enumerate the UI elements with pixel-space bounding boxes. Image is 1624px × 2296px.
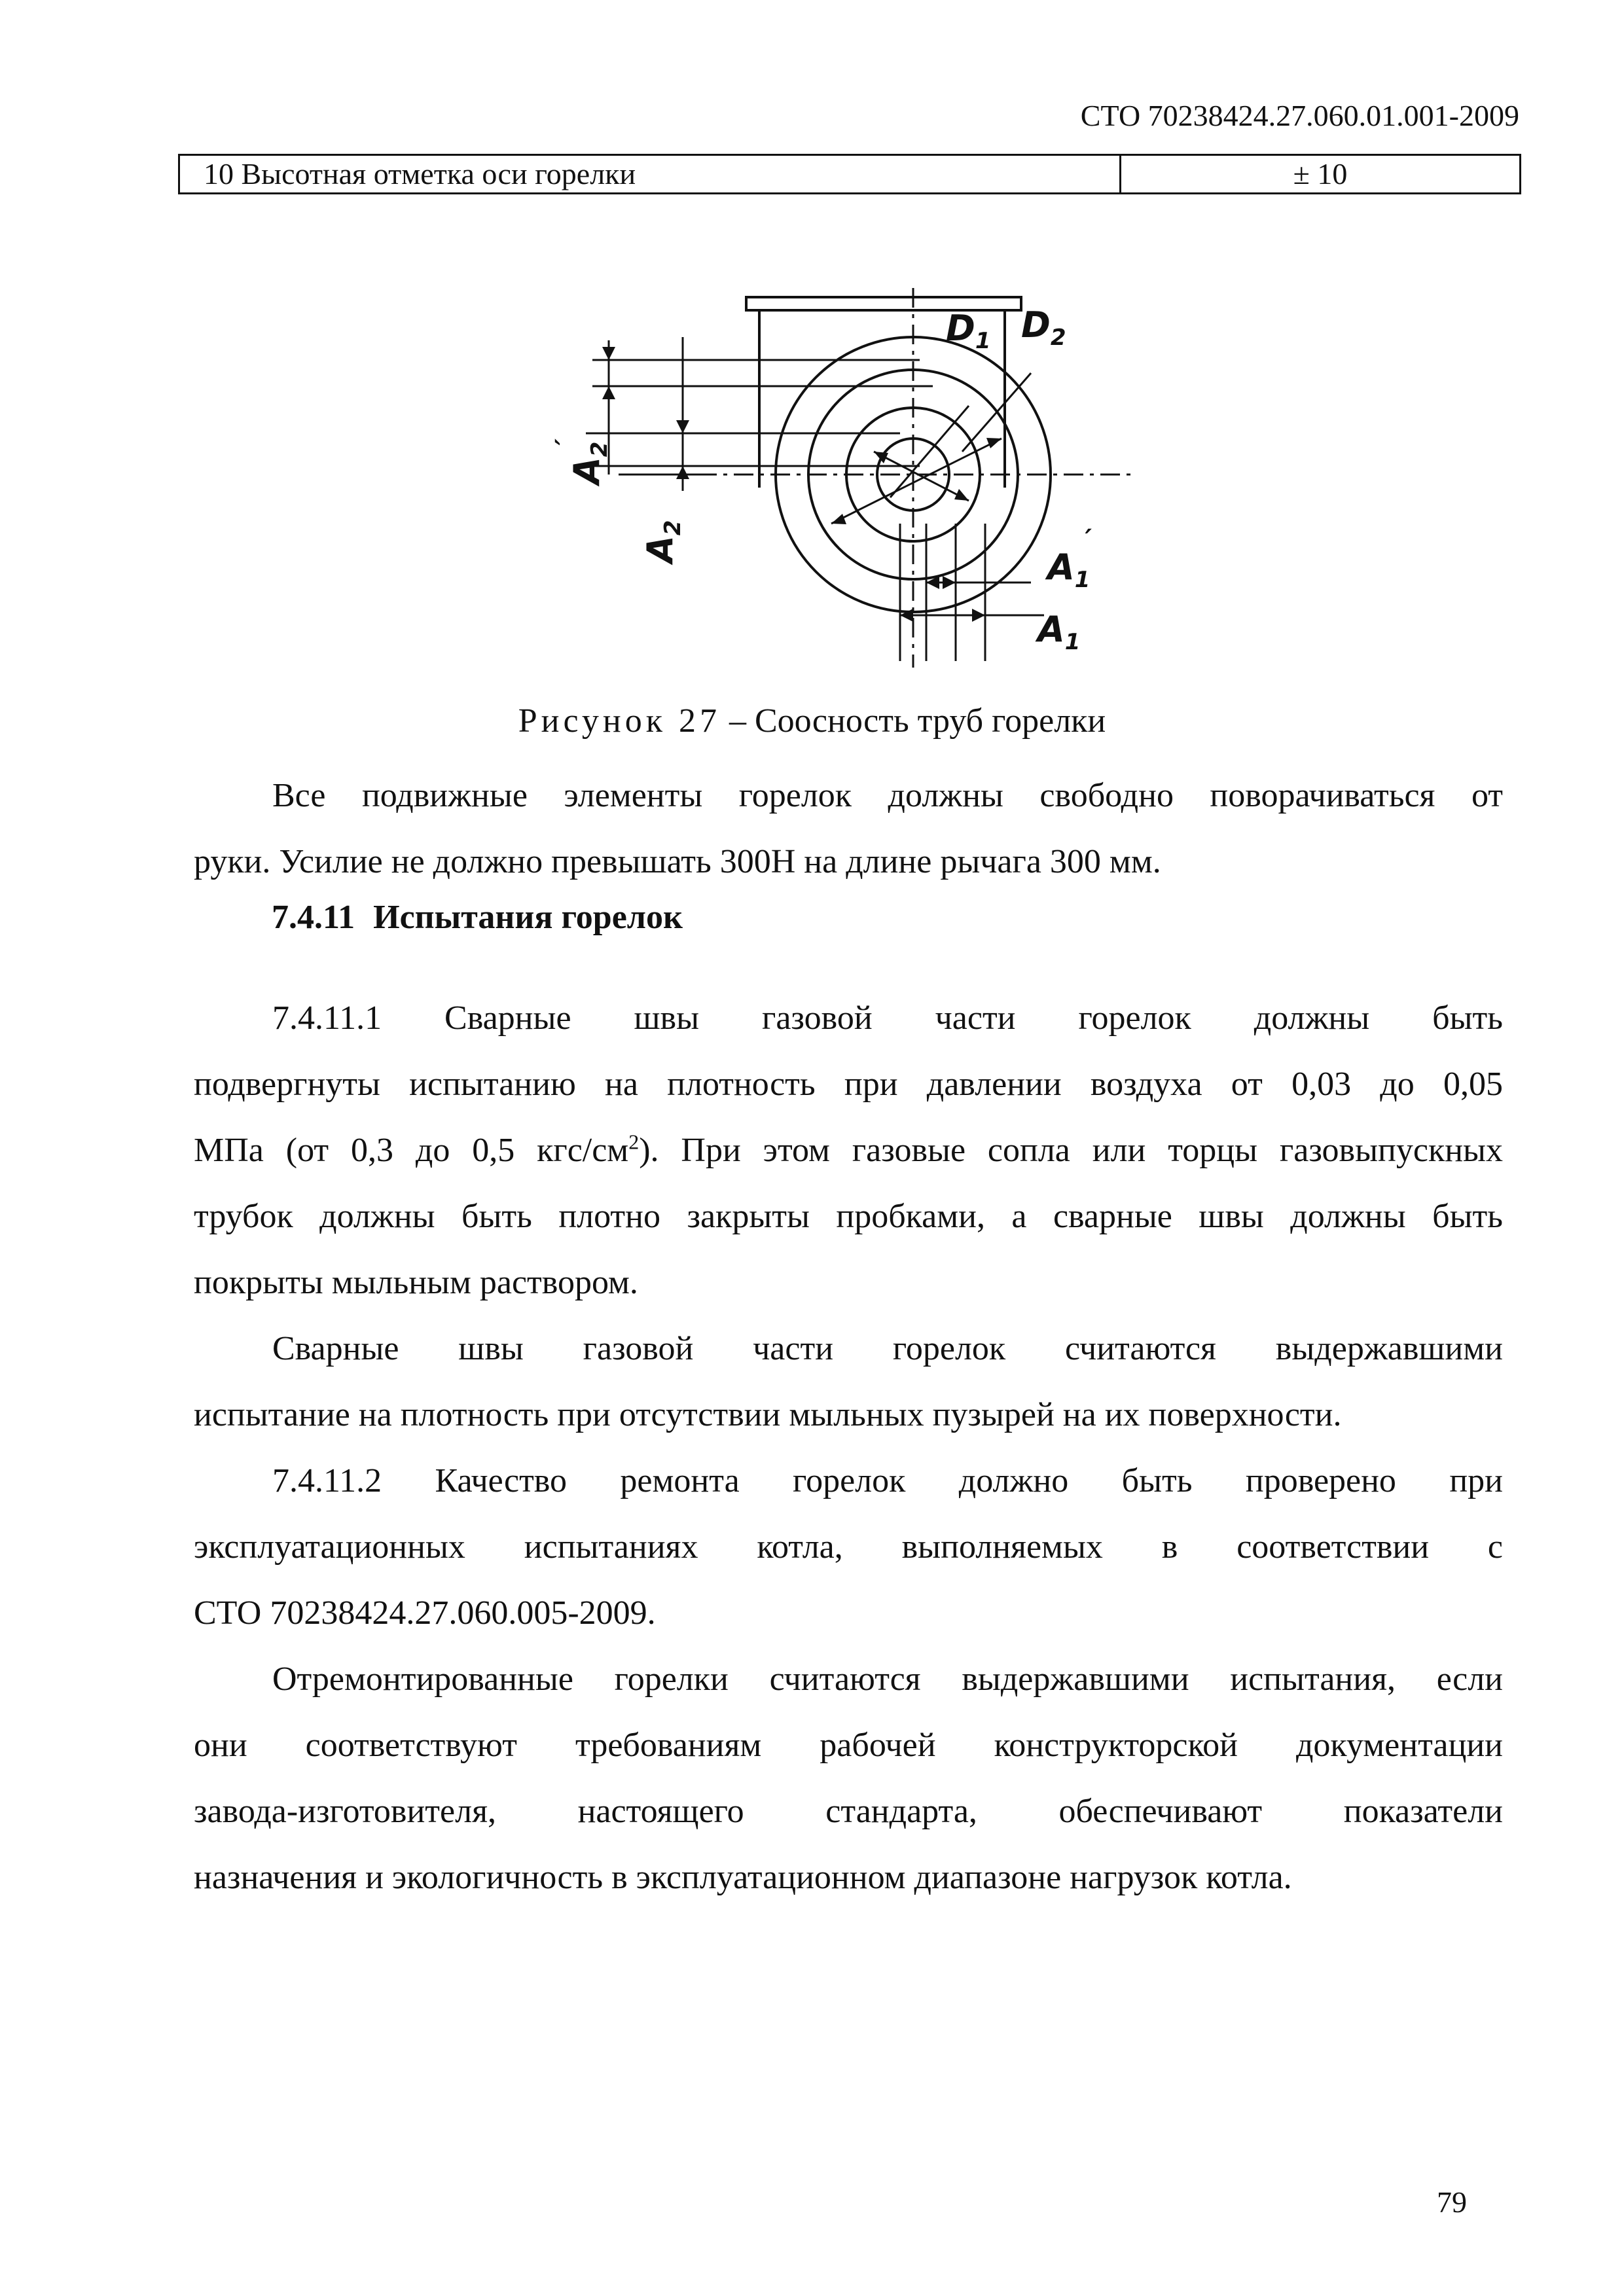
paragraph-7-4-11-2: 7.4.11.2 Качество ремонта горелок должно быть проверено при эксплуатационных испытаниях котла, выполняемых в соответствии с (194, 1462, 1503, 1566)
paragraph-welds-passed: Сварные швы газовой части горелок считаются выдержавшими (272, 1330, 1503, 1367)
figure-caption-title: – Соосность труб горелки (720, 702, 1106, 740)
paragraph-movable-elements-cont: руки. Усилие не должно превышать 300Н на длине рычага 300 мм. (194, 843, 1161, 880)
label-a2-prime: $A_2'$ (550, 438, 613, 484)
label-a1: $A_1$ (1038, 609, 1081, 655)
paragraph-movable-elements: Все подвижные элементы горелок должны свободно поворачиваться от (272, 777, 1503, 814)
label-d2: $D_2$ (1021, 304, 1066, 351)
d1-leader (890, 406, 969, 497)
section-number: 7.4.11 (272, 899, 355, 936)
label-a1-prime: $A_1'$ (1047, 524, 1092, 593)
paragraph-repaired-burners: Отремонтированные горелки считаются выдержавшими испытания, если они соответствуют требованиям рабочей конструкторской документации завода-изготовителя, настоящего стандарта, обеспечивают показатели (194, 1660, 1503, 1830)
burner-coaxiality-figure (533, 275, 1146, 681)
label-a2: $A_2$ (640, 520, 686, 563)
paragraph-welds-passed-end: испытание на плотность при отсутствии мыльных пузырей на их поверхности. (194, 1396, 1342, 1433)
figure-caption-number: Рисунок 27 (518, 702, 721, 740)
table-cell-parameter: 10 Высотная отметка оси горелки (180, 156, 1121, 192)
paragraph-7-4-11-1-end: покрыты мыльным раствором. (194, 1264, 638, 1301)
section-heading (272, 898, 683, 937)
burner-flange (746, 297, 1021, 310)
section-title: Испытания горелок (373, 899, 683, 936)
burner-drawing (533, 275, 1146, 681)
paragraph-7-4-11-2-end: СТО 70238424.27.060.005-2009. (194, 1594, 656, 1632)
superscript-2: 2 (628, 1130, 640, 1154)
figure-caption (0, 702, 1624, 740)
label-d1: $D_1$ (946, 308, 991, 354)
document-code: СТО 70238424.27.060.01.001-2009 (1080, 99, 1519, 132)
paragraph-7-4-11-1: 7.4.11.1 Сварные швы газовой части горелок должны быть подвергнуты испытанию на плотность при давлении воздуха от 0,03 до 0,05 МПа (от 0,3 до 0,5 кгс/$см^2$). При этом газовые сопла или торцы газовыпускных трубок должны быть плотно закрыты пробками, а сварные швы должны быть (194, 999, 1503, 1235)
paragraph-repaired-burners-end: назначения и экологичность в эксплуатационном диапазоне нагрузок котла. (194, 1859, 1292, 1896)
page-number: 79 (1437, 2185, 1467, 2219)
requirements-table-row (178, 154, 1521, 194)
table-cell-tolerance: ± 10 (1293, 157, 1348, 190)
